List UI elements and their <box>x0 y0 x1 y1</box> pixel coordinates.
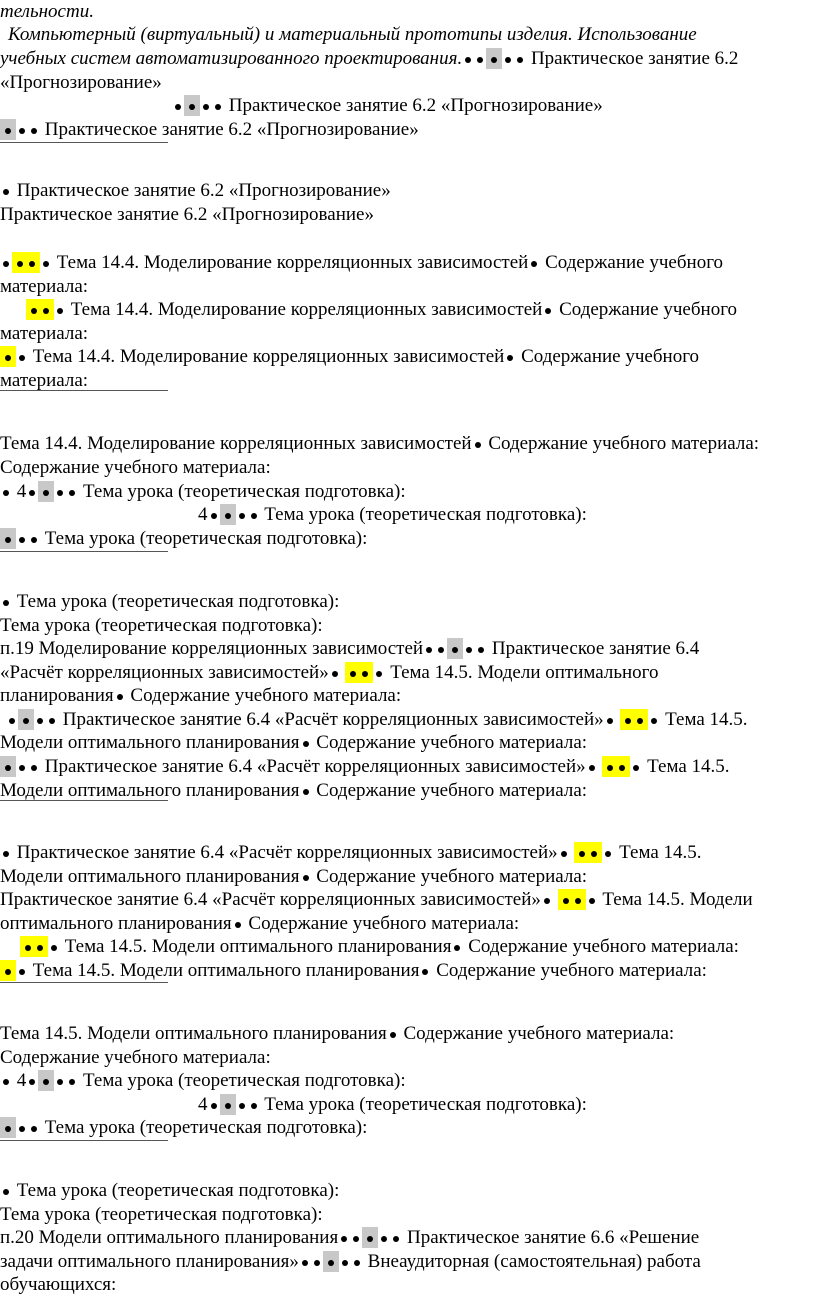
bullet-icon <box>19 355 25 361</box>
bullet-icon <box>625 718 631 724</box>
bullet-icon <box>341 1236 347 1242</box>
bullet-icon <box>607 765 613 771</box>
bullet-icon <box>19 969 25 975</box>
bullet-icon <box>69 490 75 496</box>
bullet-icon <box>203 104 209 110</box>
bullet-icon <box>3 490 9 496</box>
yellow-highlight <box>620 709 648 730</box>
bullet-icon <box>225 1103 231 1109</box>
text-fragment: Содержание учебного <box>521 346 700 367</box>
text-fragment: Содержание учебного материала: <box>403 1023 675 1044</box>
text-fragment: Тема урока (теоретическая подготовка): <box>0 1204 323 1225</box>
bullet-icon <box>31 537 37 543</box>
text-fragment: Содержание учебного материала: <box>130 685 402 706</box>
bullet-icon <box>215 104 221 110</box>
bullet-icon <box>3 189 9 195</box>
text-fragment: Тема 14.4. Моделирование корреляционных зависимостей <box>0 433 472 454</box>
bullet-icon <box>342 1260 348 1266</box>
bullet-icon <box>211 1103 217 1109</box>
bullet-icon <box>589 765 595 771</box>
yellow-highlight <box>20 936 48 957</box>
bullet-icon <box>23 718 29 724</box>
bullet-icon <box>438 647 444 653</box>
text-fragment: Тема урока (теоретическая подготовка): <box>16 591 340 612</box>
text-fragment: Внеаудиторная (самостоятельная) работа <box>367 1251 701 1272</box>
text-fragment: «Прогнозирование» <box>0 72 162 93</box>
text-fragment: 4 <box>16 481 27 502</box>
bullet-icon <box>607 718 613 724</box>
bullet-icon <box>303 789 309 795</box>
text-line <box>0 456 271 480</box>
bullet-icon <box>211 513 217 519</box>
text-fragment: Модели оптимального планирования <box>0 866 300 887</box>
text-fragment: Содержание учебного материала: <box>316 732 588 753</box>
bullet-icon <box>31 308 37 314</box>
divider <box>0 1140 168 1141</box>
text-fragment: Содержание учебного материала: <box>0 1047 271 1068</box>
gray-highlight <box>0 119 16 140</box>
bullet-icon <box>332 671 338 677</box>
bullet-icon <box>302 1260 308 1266</box>
text-line <box>0 1203 323 1227</box>
bullet-icon <box>426 647 432 653</box>
bullet-icon <box>393 1236 399 1242</box>
bullet-icon <box>3 600 9 606</box>
text-fragment: Тема урока (теоретическая подготовка): <box>16 1180 340 1201</box>
text-line <box>0 1046 271 1070</box>
text-fragment: 4 <box>198 1094 208 1115</box>
text-fragment: 4 <box>198 504 208 525</box>
divider <box>0 551 168 552</box>
bullet-icon <box>376 671 382 677</box>
text-line <box>0 203 374 227</box>
bullet-icon <box>5 969 11 975</box>
yellow-highlight <box>26 299 54 320</box>
gray-highlight <box>220 1094 236 1115</box>
text-line <box>0 275 88 299</box>
text-fragment: «Расчёт корреляционных зависимостей» <box>0 662 329 683</box>
divider <box>0 800 168 801</box>
bullet-icon <box>328 1260 334 1266</box>
bullet-icon <box>239 1103 245 1109</box>
bullet-icon <box>381 1236 387 1242</box>
bullet-icon <box>465 57 471 63</box>
bullet-icon <box>29 261 35 267</box>
text-fragment: Модели оптимального планирования <box>0 732 300 753</box>
bullet-icon <box>475 442 481 448</box>
text-fragment: Тема 14.4. Моделирование корреляционных зависимостей <box>56 252 529 273</box>
text-fragment: Тема 14.5. <box>619 842 702 863</box>
bullet-icon <box>619 765 625 771</box>
text-fragment: Тема урока (теоретическая подготовка): <box>264 504 587 525</box>
text-fragment: Содержание учебного <box>559 299 738 320</box>
text-line <box>0 888 753 912</box>
text-fragment: Тема 14.5. Модели оптимального планирования <box>32 960 420 981</box>
text-fragment: Тема 14.5. <box>665 709 748 730</box>
text-line <box>0 959 707 983</box>
bullet-icon <box>314 1260 320 1266</box>
bullet-icon <box>454 945 460 951</box>
bullet-icon <box>19 537 25 543</box>
bullet-icon <box>605 851 611 857</box>
yellow-highlight <box>345 662 373 683</box>
bullet-icon <box>189 104 195 110</box>
bullet-icon <box>3 1079 9 1085</box>
bullet-icon <box>422 969 428 975</box>
text-fragment: задачи оптимального планирования» <box>0 1251 299 1272</box>
bullet-icon <box>239 513 245 519</box>
text-fragment: Практическое занятие 6.4 <box>491 638 700 659</box>
text-fragment: Тема урока (теоретическая подготовка): <box>0 615 323 636</box>
text-fragment: Тема 14.5. Модели оптимального <box>390 662 659 683</box>
bullet-icon <box>19 128 25 134</box>
text-fragment: материала: <box>0 276 89 297</box>
bullet-icon <box>19 765 25 771</box>
bullet-icon <box>19 1126 25 1132</box>
bullet-icon <box>31 128 37 134</box>
bullet-icon <box>575 898 581 904</box>
text-fragment: Практическое занятие 6.2 «Прогнозирование» <box>228 95 603 116</box>
text-line <box>0 1226 699 1250</box>
text-line <box>0 47 738 71</box>
bullet-icon <box>57 308 63 314</box>
text-fragment: Практическое занятие 6.6 «Решение <box>406 1227 700 1248</box>
text-line <box>0 865 587 889</box>
text-line <box>0 661 659 685</box>
text-fragment: обучающихся: <box>0 1274 117 1295</box>
text-line <box>0 1022 674 1046</box>
bullet-icon <box>505 57 511 63</box>
text-fragment: Тема 14.5. Модели оптимального планирования <box>64 936 452 957</box>
gray-highlight <box>447 638 463 659</box>
gray-highlight <box>0 1117 16 1138</box>
gray-highlight <box>0 528 16 549</box>
text-line <box>0 179 391 203</box>
bullet-icon <box>25 945 31 951</box>
text-line <box>0 637 699 661</box>
text-line <box>0 1179 339 1203</box>
bullet-icon <box>17 261 23 267</box>
bullet-icon <box>579 851 585 857</box>
bullet-icon <box>43 308 49 314</box>
text-fragment: материала: <box>0 370 89 391</box>
text-line <box>0 432 759 456</box>
text-line <box>0 71 162 95</box>
bullet-icon <box>544 898 550 904</box>
bullet-icon <box>49 718 55 724</box>
yellow-highlight <box>558 889 586 910</box>
text-fragment: Тема 14.5. Модели оптимального планирования <box>0 1023 387 1044</box>
text-fragment: тельности. <box>0 1 94 22</box>
text-line <box>26 298 737 322</box>
text-fragment: Тема урока (теоретическая подготовка): <box>44 528 368 549</box>
text-fragment: Практическое занятие 6.2 «Прогнозирование» <box>0 204 374 225</box>
text-line <box>0 614 323 638</box>
bullet-icon <box>31 765 37 771</box>
gray-highlight <box>38 1070 54 1091</box>
text-fragment: Практическое занятие 6.2 <box>530 48 739 69</box>
text-line <box>6 708 748 732</box>
yellow-highlight <box>0 346 16 367</box>
bullet-icon <box>235 922 241 928</box>
bullet-icon <box>651 718 657 724</box>
text-line <box>0 684 401 708</box>
bullet-icon <box>117 694 123 700</box>
text-line <box>0 755 730 779</box>
text-line <box>172 94 603 118</box>
bullet-icon <box>37 945 43 951</box>
bullet-icon <box>5 355 11 361</box>
text-fragment: п.19 Моделирование корреляционных зависимостей <box>0 638 424 659</box>
bullet-icon <box>477 57 483 63</box>
text-fragment: Тема урока (теоретическая подготовка): <box>264 1094 587 1115</box>
text-fragment: Модели оптимального планирования <box>0 780 300 801</box>
bullet-icon <box>3 851 9 857</box>
text-fragment: п.20 Модели оптимального планирования <box>0 1227 339 1248</box>
text-fragment: учебных систем автоматизированного проектирования. <box>0 48 463 69</box>
text-fragment: Практическое занятие 6.4 «Расчёт корреляционных зависимостей» <box>0 889 541 910</box>
text-line <box>0 345 699 369</box>
bullet-icon <box>5 765 11 771</box>
text-fragment: Содержание учебного материала: <box>316 866 588 887</box>
bullet-icon <box>43 490 49 496</box>
text-fragment: Тема 14.5. <box>647 756 730 777</box>
bullet-icon <box>591 851 597 857</box>
text-fragment: Тема 14.5. Модели <box>602 889 753 910</box>
gray-highlight <box>323 1251 339 1272</box>
bullet-icon <box>5 1126 11 1132</box>
text-line <box>198 1093 587 1117</box>
bullet-icon <box>43 261 49 267</box>
bullet-icon <box>637 718 643 724</box>
text-line <box>0 0 94 24</box>
gray-highlight <box>18 709 34 730</box>
bullet-icon <box>563 898 569 904</box>
bullet-icon <box>37 718 43 724</box>
text-fragment: планирования <box>0 685 114 706</box>
bullet-icon <box>251 513 257 519</box>
text-fragment: Содержание учебного материала: <box>488 433 760 454</box>
text-fragment: Компьютерный (виртуальный) и материальный прототипы изделия. Использование <box>8 24 697 45</box>
bullet-icon <box>5 128 11 134</box>
text-fragment: оптимального планирования <box>0 913 232 934</box>
bullet-icon <box>633 765 639 771</box>
text-fragment: Содержание учебного материала: <box>436 960 707 981</box>
text-fragment: Практическое занятие 6.4 «Расчёт корреляционных зависимостей» <box>44 756 586 777</box>
text-line <box>0 912 519 936</box>
text-line <box>0 480 406 504</box>
text-line <box>0 322 88 346</box>
text-line <box>0 841 702 865</box>
bullet-icon <box>303 875 309 881</box>
bullet-icon <box>57 490 63 496</box>
bullet-icon <box>5 537 11 543</box>
bullet-icon <box>507 355 513 361</box>
bullet-icon <box>354 1260 360 1266</box>
text-fragment: Содержание учебного материала: <box>248 913 520 934</box>
bullet-icon <box>353 1236 359 1242</box>
bullet-icon <box>43 1079 49 1085</box>
gray-highlight <box>0 756 16 777</box>
bullet-icon <box>478 647 484 653</box>
bullet-icon <box>251 1103 257 1109</box>
text-line <box>0 251 723 275</box>
yellow-highlight <box>0 960 16 981</box>
text-fragment: Тема 14.4. Моделирование корреляционных зависимостей <box>32 346 505 367</box>
text-line <box>0 527 367 551</box>
bullet-icon <box>225 513 231 519</box>
text-fragment: Тема 14.4. Моделирование корреляционных зависимостей <box>70 299 543 320</box>
gray-highlight <box>486 48 502 69</box>
text-line <box>0 731 587 755</box>
bullet-icon <box>362 671 368 677</box>
gray-highlight <box>362 1227 378 1248</box>
text-line <box>0 1069 406 1093</box>
bullet-icon <box>57 1079 63 1085</box>
bullet-icon <box>3 1189 9 1195</box>
text-fragment: Содержание учебного материала: <box>468 936 739 957</box>
bullet-icon <box>31 1126 37 1132</box>
bullet-icon <box>390 1032 396 1038</box>
yellow-highlight <box>602 756 630 777</box>
bullet-icon <box>69 1079 75 1085</box>
text-line <box>0 1273 116 1297</box>
text-fragment: Практическое занятие 6.4 «Расчёт корреляционных зависимостей» <box>16 842 558 863</box>
text-line <box>0 118 419 142</box>
text-line <box>0 1116 367 1140</box>
bullet-icon <box>51 945 57 951</box>
bullet-icon <box>303 741 309 747</box>
bullet-icon <box>9 718 15 724</box>
bullet-icon <box>517 57 523 63</box>
bullet-icon <box>589 898 595 904</box>
bullet-icon <box>531 261 537 267</box>
text-fragment: Тема урока (теоретическая подготовка): <box>44 1117 368 1138</box>
text-fragment: Содержание учебного <box>545 252 724 273</box>
text-line <box>0 590 339 614</box>
yellow-highlight <box>574 842 602 863</box>
divider <box>0 390 168 391</box>
bullet-icon <box>3 261 9 267</box>
bullet-icon <box>29 1079 35 1085</box>
bullet-icon <box>545 308 551 314</box>
text-fragment: Практическое занятие 6.4 «Расчёт корреляционных зависимостей» <box>62 709 604 730</box>
bullet-icon <box>561 851 567 857</box>
text-fragment: Тема урока (теоретическая подготовка): <box>83 1070 406 1091</box>
gray-highlight <box>220 504 236 525</box>
bullet-icon <box>350 671 356 677</box>
bullet-icon <box>491 57 497 63</box>
text-line <box>8 23 697 47</box>
text-fragment: Содержание учебного материала: <box>0 457 271 478</box>
text-fragment: Практическое занятие 6.2 «Прогнозирование» <box>16 180 391 201</box>
text-fragment: материала: <box>0 323 89 344</box>
bullet-icon <box>175 104 181 110</box>
text-fragment: Практическое занятие 6.2 «Прогнозирование» <box>44 119 419 140</box>
bullet-icon <box>29 490 35 496</box>
divider <box>0 142 168 143</box>
text-fragment: 4 <box>16 1070 27 1091</box>
gray-highlight <box>184 95 200 116</box>
yellow-highlight <box>12 252 40 273</box>
bullet-icon <box>452 647 458 653</box>
bullet-icon <box>367 1236 373 1242</box>
text-line <box>0 1250 701 1274</box>
bullet-icon <box>466 647 472 653</box>
gray-highlight <box>38 481 54 502</box>
divider <box>0 982 168 983</box>
text-line <box>198 503 587 527</box>
text-fragment: Тема урока (теоретическая подготовка): <box>83 481 406 502</box>
text-fragment: Содержание учебного материала: <box>316 780 588 801</box>
text-line <box>20 935 739 959</box>
